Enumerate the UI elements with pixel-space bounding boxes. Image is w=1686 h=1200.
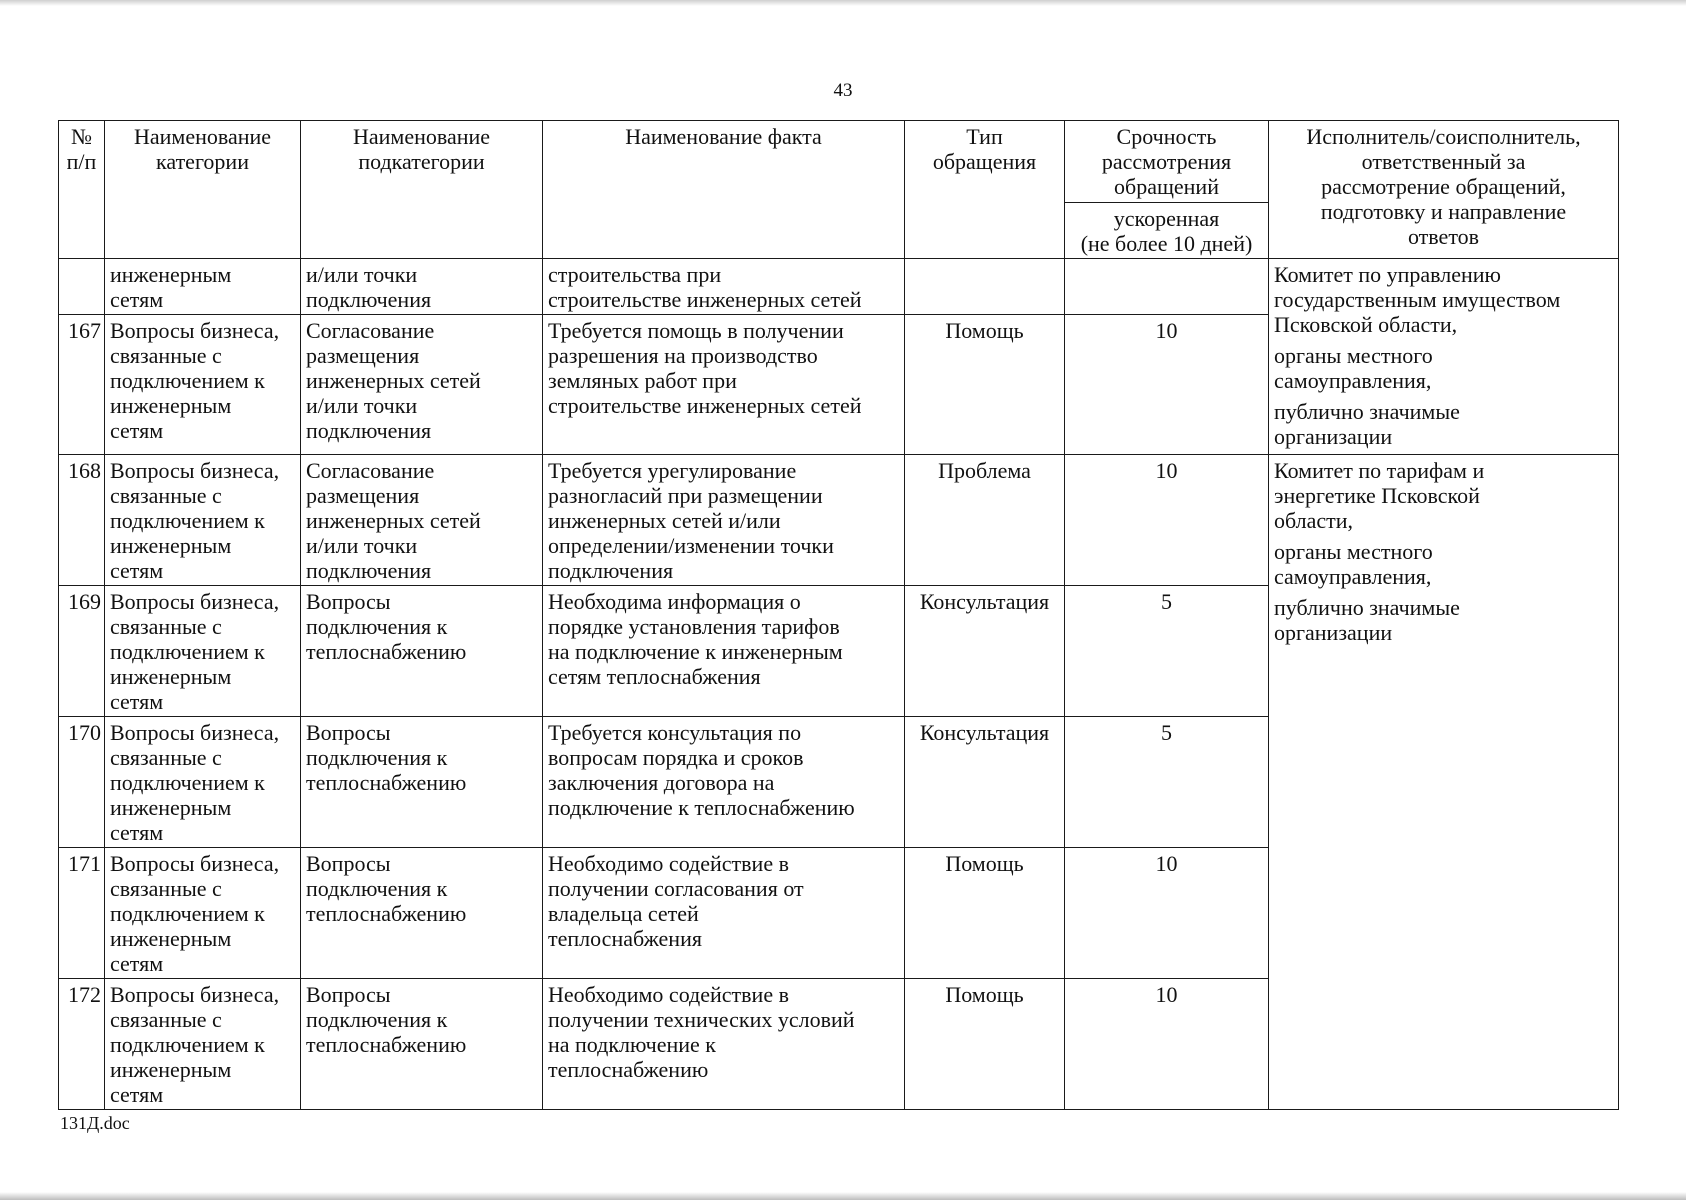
- cell-num: [59, 259, 105, 315]
- cell-fact: Необходимо содействие в получении технических условий на подключение к теплоснабжению: [543, 979, 905, 1110]
- cell-fact: Необходимо содействие в получении согласования от владельца сетей теплоснабжения: [543, 848, 905, 979]
- cell-urgency: 10: [1065, 455, 1269, 586]
- cell-type: [905, 259, 1065, 315]
- scan-edge-bottom: [0, 1192, 1686, 1200]
- cell-category: Вопросы бизнеса, связанные с подключением к инженерным сетям: [105, 315, 301, 455]
- cell-category: Вопросы бизнеса, связанные с подключением к инженерным сетям: [105, 848, 301, 979]
- cell-urgency: 10: [1065, 848, 1269, 979]
- cell-fact: Требуется урегулирование разногласий при размещении инженерных сетей и/или определении/изменении точки подключения: [543, 455, 905, 586]
- header-type: Тип обращения: [905, 121, 1065, 259]
- cell-subcategory: Вопросы подключения к теплоснабжению: [301, 979, 543, 1110]
- cell-category: Вопросы бизнеса, связанные с подключением к инженерным сетям: [105, 586, 301, 717]
- cell-category: инженерным сетям: [105, 259, 301, 315]
- executor-line: публично значимые организации: [1274, 595, 1460, 645]
- cell-category: Вопросы бизнеса, связанные с подключением к инженерным сетям: [105, 979, 301, 1110]
- header-urgency: Срочность рассмотрения обращений: [1065, 121, 1269, 203]
- table-row-continuation: [59, 259, 1619, 315]
- cell-fact: строительства при строительстве инженерных сетей: [543, 259, 905, 315]
- cell-fact: Требуется помощь в получении разрешения на производство земляных работ при строительстве инженерных сетей: [543, 315, 905, 455]
- cell-subcategory: Вопросы подключения к теплоснабжению: [301, 848, 543, 979]
- cell-type: Помощь: [905, 315, 1065, 455]
- cell-urgency: 10: [1065, 315, 1269, 455]
- cell-type: Проблема: [905, 455, 1065, 586]
- cell-type: Консультация: [905, 717, 1065, 848]
- cell-fact: Необходима информация о порядке установления тарифов на подключение к инженерным сетям теплоснабжения: [543, 586, 905, 717]
- cell-urgency: 10: [1065, 979, 1269, 1110]
- table-body: [59, 259, 1619, 1110]
- cell-subcategory: Согласование размещения инженерных сетей и/или точки подключения: [301, 315, 543, 455]
- cell-type: Помощь: [905, 979, 1065, 1110]
- cell-urgency: 5: [1065, 717, 1269, 848]
- cell-num: 170: [59, 717, 105, 848]
- cell-category: Вопросы бизнеса, связанные с подключением к инженерным сетям: [105, 717, 301, 848]
- document-filename: 131Д.doc: [60, 1113, 130, 1133]
- cell-subcategory: Вопросы подключения к теплоснабжению: [301, 717, 543, 848]
- appeals-table: [58, 120, 1619, 1110]
- executor-line: органы местного самоуправления,: [1274, 343, 1433, 393]
- cell-category: Вопросы бизнеса, связанные с подключением к инженерным сетям: [105, 455, 301, 586]
- header-urgency-accelerated: ускоренная (не более 10 дней): [1065, 203, 1269, 259]
- scan-edge-top: [0, 0, 1686, 6]
- cell-num: 169: [59, 586, 105, 717]
- cell-urgency: 5: [1065, 586, 1269, 717]
- executor-line: органы местного самоуправления,: [1274, 539, 1433, 589]
- cell-num: 168: [59, 455, 105, 586]
- cell-num: 171: [59, 848, 105, 979]
- cell-urgency: [1065, 259, 1269, 315]
- header-fact: Наименование факта: [543, 121, 905, 259]
- executor-line: Комитет по тарифам и энергетике Псковской области,: [1274, 458, 1485, 533]
- cell-executor-group-2: [1269, 455, 1619, 1110]
- cell-num: 167: [59, 315, 105, 455]
- cell-executor-group-1: [1269, 259, 1619, 455]
- executor-line: Комитет по управлению государственным имуществом Псковской области,: [1274, 262, 1561, 337]
- cell-type: Консультация: [905, 586, 1065, 717]
- executor-line: публично значимые организации: [1274, 399, 1460, 449]
- page-number: 43: [833, 80, 853, 101]
- cell-type: Помощь: [905, 848, 1065, 979]
- table-header: [59, 121, 1619, 259]
- cell-subcategory: Согласование размещения инженерных сетей и/или точки подключения: [301, 455, 543, 586]
- cell-subcategory: и/или точки подключения: [301, 259, 543, 315]
- header-category: Наименование категории: [105, 121, 301, 259]
- cell-subcategory: Вопросы подключения к теплоснабжению: [301, 586, 543, 717]
- header-subcategory: Наименование подкатегории: [301, 121, 543, 259]
- table-row: [59, 455, 1619, 586]
- cell-num: 172: [59, 979, 105, 1110]
- header-executor: Исполнитель/соисполнитель, ответственный за рассмотрение обращений, подготовку и направление ответов: [1269, 121, 1619, 259]
- header-num: № п/п: [59, 121, 105, 259]
- cell-fact: Требуется консультация по вопросам порядка и сроков заключения договора на подключение к теплоснабжению: [543, 717, 905, 848]
